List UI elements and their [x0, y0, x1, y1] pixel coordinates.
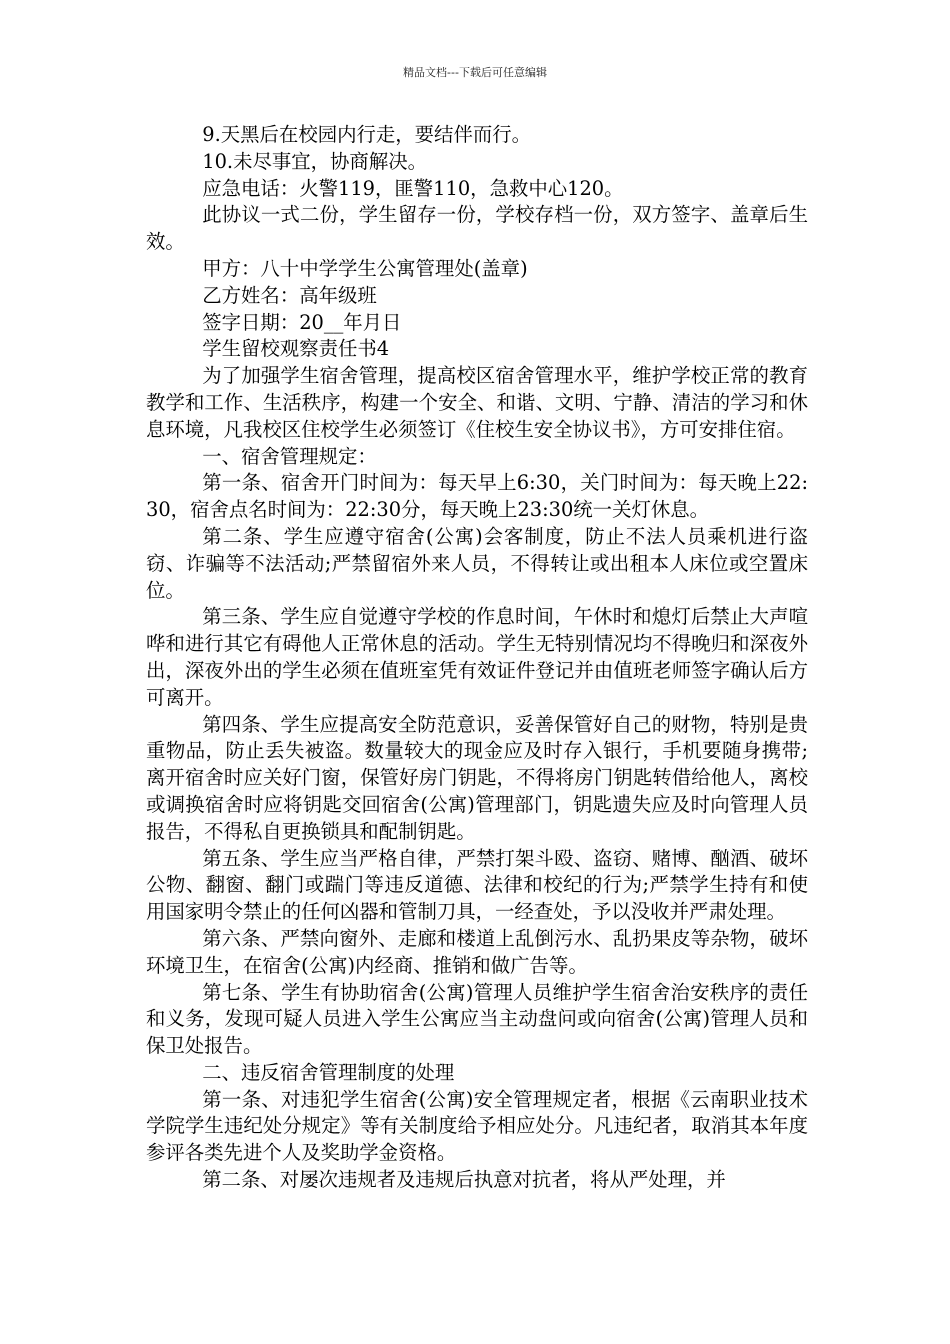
paragraph-violation-article-1: 第一条、对违犯学生宿舍(公寓)安全管理规定者，根据《云南职业技术学院学生违纪处分规定》等有关制度给予相应处分。凡违纪者，取消其本年度参评各类先进个人及奖助学金资格。 [146, 1087, 808, 1165]
paragraph-item-9: 9.天黑后在校园内行走，要结伴而行。 [202, 123, 531, 146]
paragraph-party-a: 甲方：八十中学学生公寓管理处(盖章) [202, 256, 528, 280]
page-header: 精品文档---下载后可任意编辑 [403, 66, 547, 79]
paragraph-violation-article-2: 第二条、对屡次违规者及违规后执意对抗者，将从严处理，并 [202, 1168, 726, 1192]
paragraph-emergency-phone: 应急电话：火警119，匪警110，急救中心120。 [202, 176, 624, 200]
paragraph-party-b: 乙方姓名：高年级班 [202, 283, 377, 307]
paragraph-article-1: 第一条、宿舍开门时间为：每天早上6:30，关门时间为：每天晚上22:30，宿舍点名时间为：22:30分，每天晚上23:30统一关灯休息。 [146, 471, 808, 522]
paragraph-article-2: 第二条、学生应遵守宿舍(公寓)会客制度，防止不法人员乘机进行盗窃、诈骗等不法活动;严禁留宿外来人员，不得转让或出租本人床位或空置床位。 [146, 524, 808, 602]
section-title: 学生留校观察责任书4 [202, 337, 390, 361]
paragraph-article-5: 第五条、学生应当严格自律，严禁打架斗殴、盗窃、赌博、酗酒、破坏公物、翻窗、翻门或踹门等违反道德、法律和校纪的行为;严禁学生持有和使用国家明令禁止的任何凶器和管制刀具，一经查处，予以没收并严肃处理。 [146, 846, 808, 924]
paragraph-agreement-copies: 此协议一式二份，学生留存一份，学校存档一份，双方签字、盖章后生效。 [146, 203, 808, 254]
paragraph-article-7: 第七条、学生有协助宿舍(公寓)管理人员维护学生宿舍治安秩序的责任和义务，发现可疑人员进入学生公寓应当主动盘问或向宿舍(公寓)管理人员和保卫处报告。 [146, 980, 808, 1058]
paragraph-sign-date: 签字日期：20__年月日 [202, 310, 402, 334]
paragraph-article-3: 第三条、学生应自觉遵守学校的作息时间，午休时和熄灯后禁止大声喧哗和进行其它有碍他人正常休息的活动。学生无特别情况均不得晚归和深夜外出，深夜外出的学生必须在值班室凭有效证件登记并由值班老师签字确认后方可离开。 [146, 605, 808, 709]
paragraph-item-10: 10.未尽事宜，协商解决。 [202, 149, 427, 173]
paragraph-article-6: 第六条、严禁向窗外、走廊和楼道上乱倒污水、乱扔果皮等杂物，破坏环境卫生，在宿舍(公寓)内经商、推销和做广告等。 [146, 926, 808, 977]
heading-dorm-rules: 一、宿舍管理规定： [202, 444, 377, 468]
paragraph-intro: 为了加强学生宿舍管理，提高校区宿舍管理水平，维护学校正常的教育教学和工作、生活秩序，构建一个安全、和谐、文明、宁静、清洁的学习和休息环境，凡我校区住校学生必须签订《住校生安全协议书》，方可安排住宿。 [146, 364, 808, 441]
heading-violations: 二、违反宿舍管理制度的处理 [202, 1060, 455, 1084]
document-body [146, 122, 808, 1194]
paragraph-article-4: 第四条、学生应提高安全防范意识，妥善保管好自己的财物，特别是贵重物品，防止丢失被盗。数量较大的现金应及时存入银行，手机要随身携带;离开宿舍时应关好门窗，保管好房门钥匙，不得将房门钥匙转借给他人，离校或调换宿舍时应将钥匙交回宿舍(公寓)管理部门，钥匙遗失应及时向管理人员报告，不得私自更换锁具和配制钥匙。 [146, 712, 808, 843]
